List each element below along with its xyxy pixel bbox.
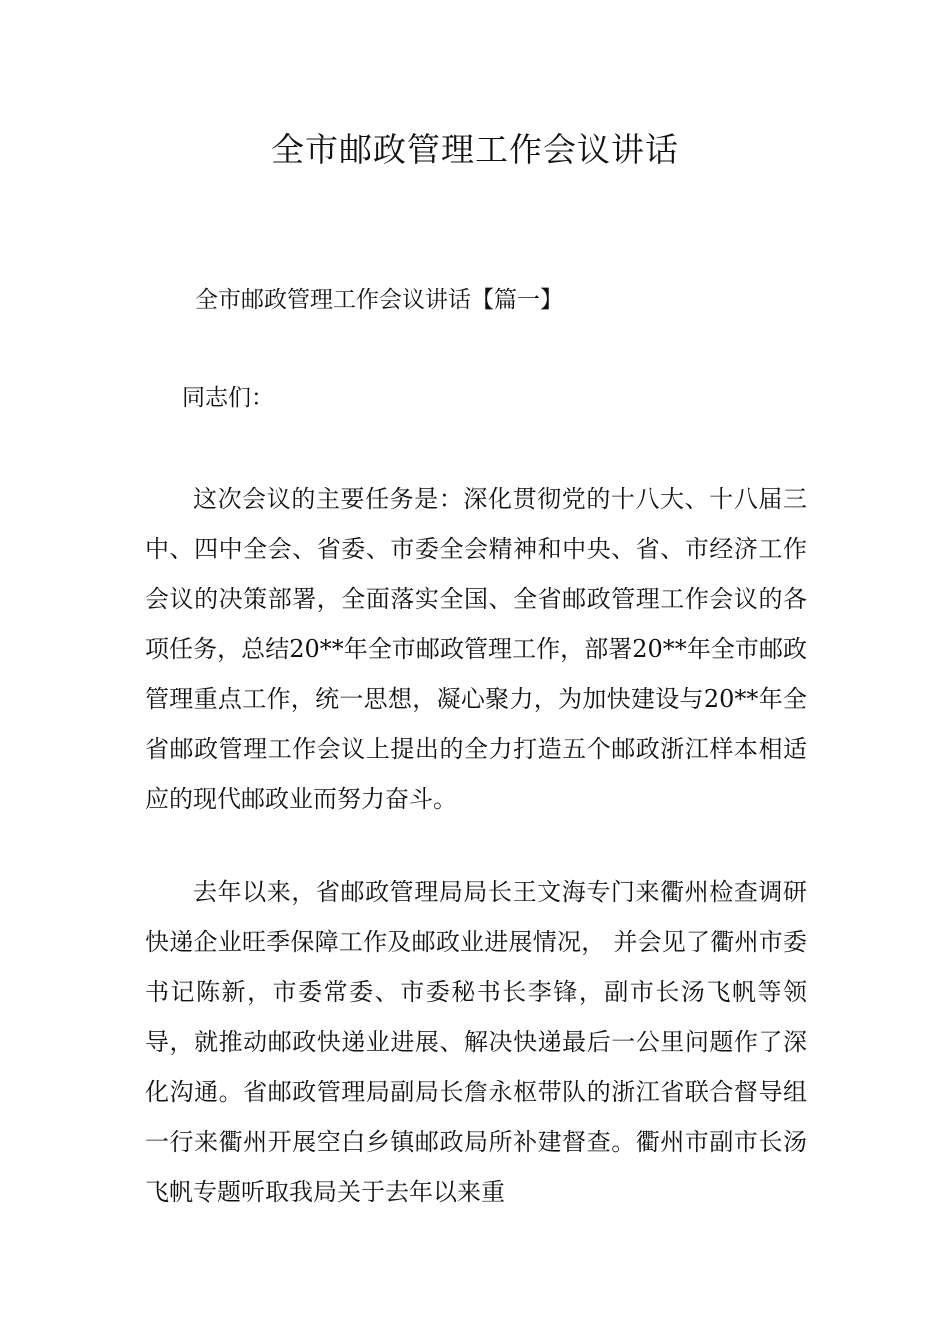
section-heading: 全市邮政管理工作会议讲话【篇一】 — [195, 287, 563, 313]
salutation: 同志们： — [182, 385, 274, 411]
document-title: 全市邮政管理工作会议讲话 — [271, 130, 679, 169]
paragraph-2: 去年以来，省邮政管理局局长王文海专门来衢州检查调研快递企业旺季保障工作及邮政业进展情况， 并会见了衢州市委书记陈新，市委常委、市委秘书长李锋，副市长汤飞帆等领导，就推动邮政快递业进展、解决快递最后一公里问题作了深化沟通。省邮政管理局副局长詹永枢带队的浙江省联合督导组一行来衢州开展空白乡镇邮政局所补建督查。衢州市副市长汤飞帆专题听取我局关于去年以来重 — [145, 878, 807, 1206]
paragraph-1: 这次会议的主要任务是：深化贯彻党的十八大、十八届三中、四中全会、省委、市委全会精神和中央、省、市经济工作会议的决策部署，全面落实全国、全省邮政管理工作会议的各项任务，总结20**年全市邮政管理工作，部署20**年全市邮政管理重点工作，统一思想，凝心聚力，为加快建设与20**年全省邮政管理工作会议上提出的全力打造五个邮政浙江样本相适应的现代邮政业而努力奋斗。 — [145, 485, 807, 813]
